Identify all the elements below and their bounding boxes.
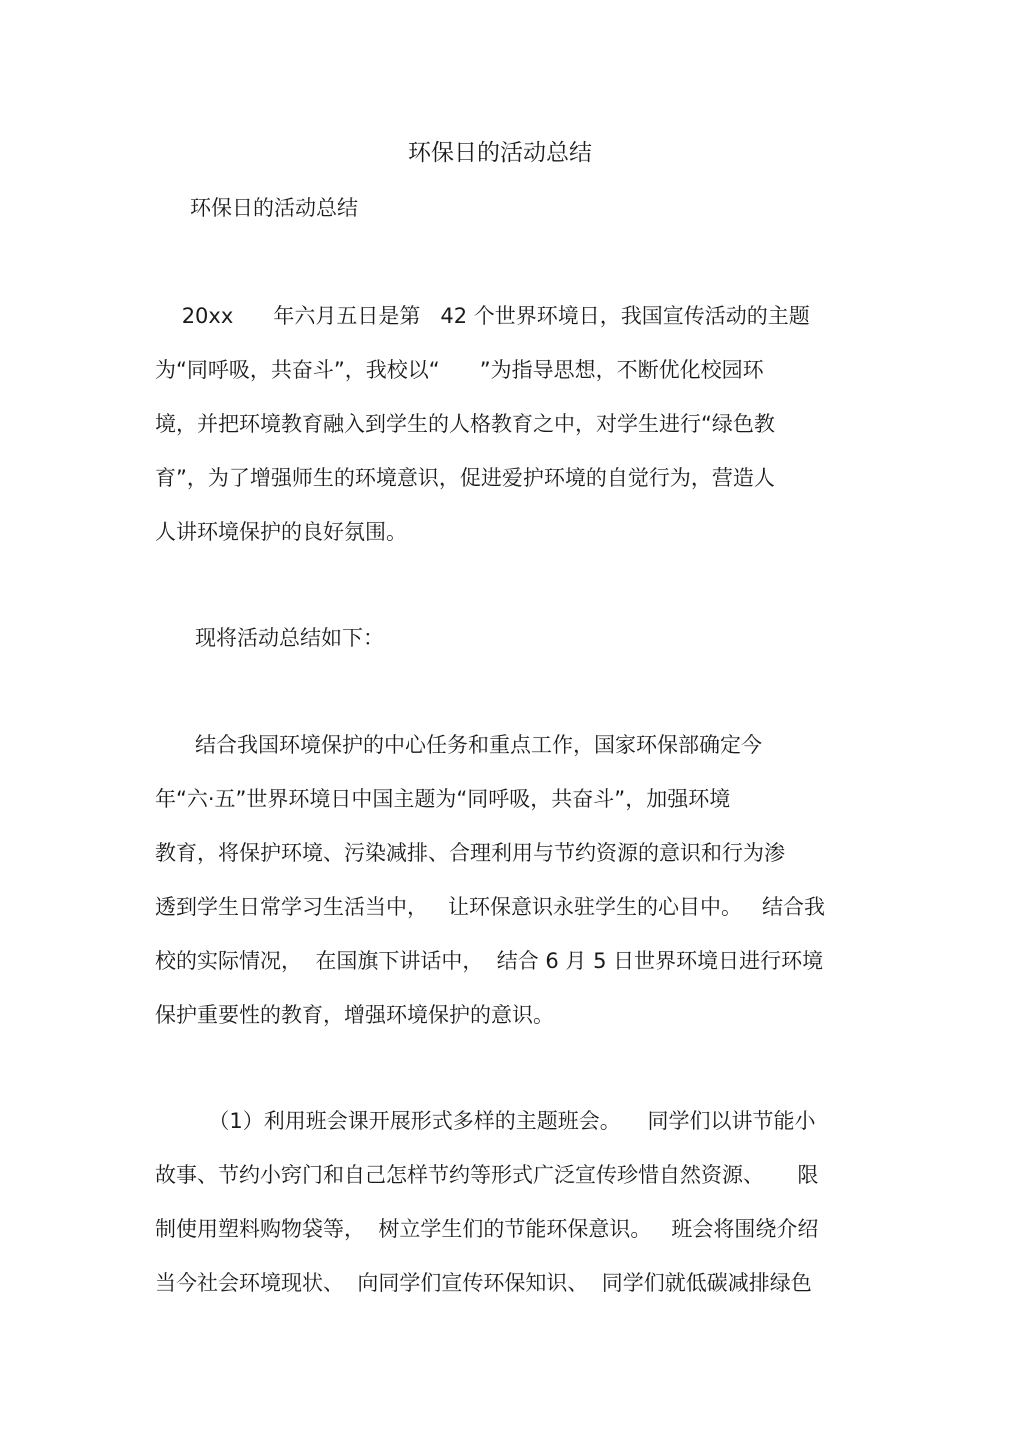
paragraph-line: 当今社会环境现状、 向同学们宣传环保知识、 同学们就低碳减排绿色 <box>155 1271 812 1295</box>
paragraph-line: 20xx 年六月五日是第 42 个世界环境日，我国宣传活动的主题 <box>155 304 810 328</box>
paragraph-line: 结合我国环境保护的中心任务和重点工作，国家环保部确定今 <box>155 733 763 757</box>
paragraph-line: （1）利用班会课开展形式多样的主题班会。 同学们以讲节能小 <box>155 1109 816 1133</box>
paragraph-intro <box>155 289 875 559</box>
paragraph-line: 校的实际情况， 在国旗下讲话中， 结合 6 月 5 日世界环境日进行环境 <box>155 949 824 973</box>
paragraph-line: 年“六·五”世界环境日中国主题为“同呼吸，共奋斗”，加强环境 <box>155 787 731 811</box>
paragraph-line: 现将活动总结如下： <box>155 626 385 650</box>
paragraph-line: 教育，将保护环境、污染减排、合理利用与节约资源的意识和行为渗 <box>155 841 785 865</box>
paragraph-line: 故事、节约小窍门和自己怎样节约等形式广泛宣传珍惜自然资源、 限 <box>155 1163 819 1187</box>
paragraph-line: 境，并把环境教育融入到学生的人格教育之中，对学生进行“绿色教 <box>155 412 775 436</box>
paragraph-class-meeting <box>155 1094 875 1310</box>
paragraph-line: 透到学生日常学习生活当中， 让环保意识永驻学生的心目中。 结合我 <box>155 895 826 919</box>
paragraph-line: 为“同呼吸，共奋斗”，我校以“ ”为指导思想，不断优化校园环 <box>155 358 764 382</box>
paragraph-line: 保护重要性的教育，增强环境保护的意识。 <box>155 1003 554 1027</box>
document-subtitle: 环保日的活动总结 <box>190 196 358 220</box>
paragraph-line: 制使用塑料购物袋等， 树立学生们的节能环保意识。 班会将围绕介绍 <box>155 1217 819 1241</box>
document-title: 环保日的活动总结 <box>408 140 592 166</box>
paragraph-summary-lead <box>155 611 875 665</box>
paragraph-line: 育”，为了增强师生的环境意识，促进爱护环境的自觉行为，营造人 <box>155 466 775 490</box>
paragraph-theme <box>155 718 875 1042</box>
paragraph-line: 人讲环境保护的良好氛围。 <box>155 520 407 544</box>
